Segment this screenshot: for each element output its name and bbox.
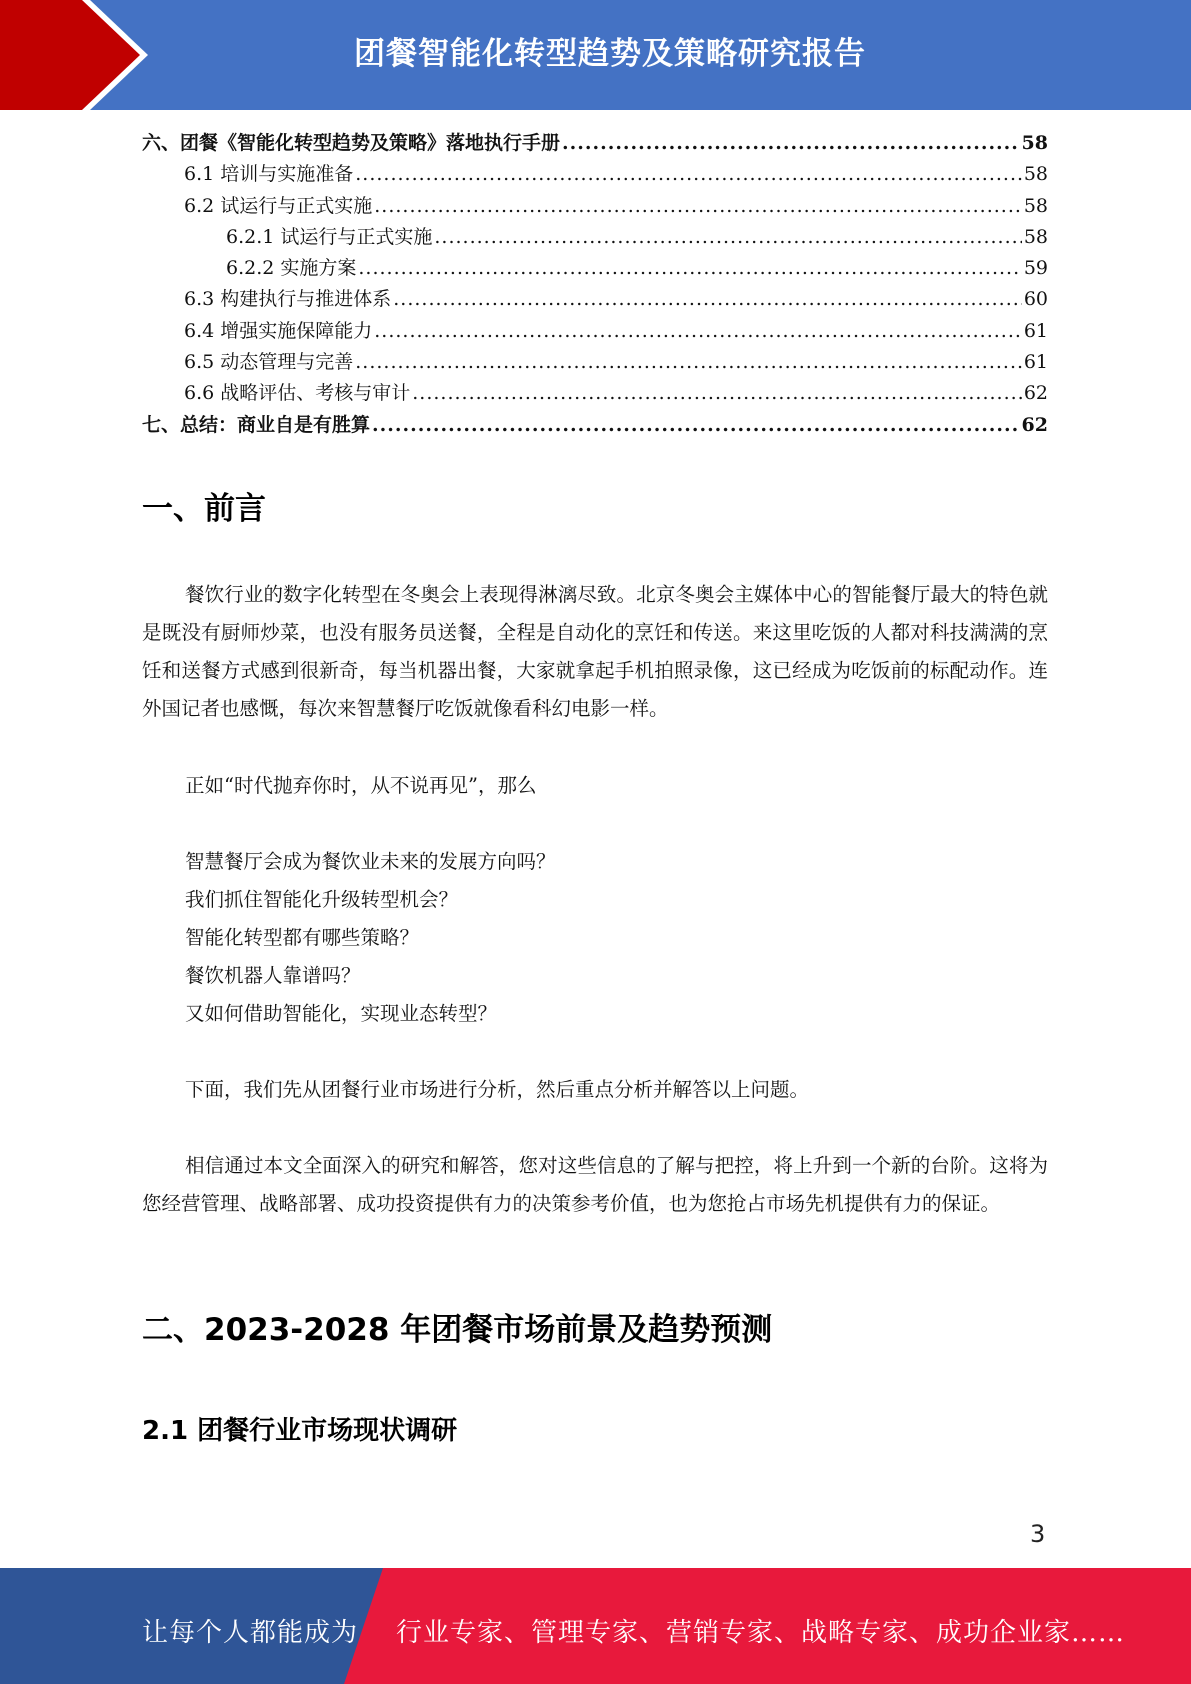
toc-dot-leader bbox=[355, 351, 1022, 373]
toc-dot-leader bbox=[434, 226, 1021, 248]
toc-dot-leader bbox=[374, 195, 1022, 217]
toc-entry-page: 60 bbox=[1023, 288, 1048, 311]
toc-entry-title: 6.6 战略评估、考核与审计 bbox=[184, 382, 411, 405]
question-item: 智慧餐厅会成为餐饮业未来的发展方向吗？ bbox=[185, 850, 556, 873]
toc-entry-page: 62 bbox=[1023, 382, 1048, 405]
subsection-heading-2-1: 2.1 团餐行业市场现状调研 bbox=[142, 1416, 458, 1446]
toc-entry[interactable] bbox=[142, 159, 1048, 190]
question-item: 智能化转型都有哪些策略？ bbox=[185, 926, 420, 949]
question-item: 我们抓住智能化升级转型机会？ bbox=[185, 888, 459, 911]
toc-entry[interactable] bbox=[142, 284, 1048, 315]
toc-entry[interactable] bbox=[142, 316, 1048, 347]
toc-entry-page: 58 bbox=[1023, 225, 1048, 248]
footer-slogan-right: 行业专家、管理专家、营销专家、战略专家、成功企业家…… bbox=[396, 1618, 1126, 1648]
toc-dot-leader bbox=[358, 257, 1021, 279]
page-footer bbox=[0, 1568, 1191, 1684]
toc-dot-leader bbox=[393, 288, 1022, 310]
toc-entry[interactable] bbox=[142, 253, 1048, 284]
toc-entry[interactable] bbox=[142, 128, 1048, 159]
toc-entry[interactable] bbox=[142, 222, 1048, 253]
section-heading-preface: 一、前言 bbox=[142, 491, 266, 527]
preface-paragraph-3: 相信通过本文全面深入的研究和解答，您对这些信息的了解与把控，将上升到一个新的台阶。这将为您经营管理、战略部署、成功投资提供有力的决策参考价值，也为您抢占市场先机提供有力的保证。 bbox=[142, 1154, 1048, 1215]
preface-paragraph-2: 下面，我们先从团餐行业市场进行分析，然后重点分析并解答以上问题。 bbox=[185, 1078, 810, 1101]
toc-entry-title: 6.2.1 试运行与正式实施 bbox=[226, 225, 433, 248]
toc-entry-title: 6.3 构建执行与推进体系 bbox=[184, 288, 392, 311]
question-item: 餐饮机器人靠谱吗？ bbox=[185, 964, 361, 987]
toc-entry-title: 6.2.2 实施方案 bbox=[226, 257, 357, 280]
toc-dot-leader bbox=[374, 320, 1022, 342]
toc-entry-title: 6.1 培训与实施准备 bbox=[184, 163, 354, 186]
toc-entry-title: 6.4 增强实施保障能力 bbox=[184, 319, 373, 342]
toc-dot-leader bbox=[562, 132, 1020, 154]
toc-entry[interactable] bbox=[142, 191, 1048, 222]
toc-entry-title: 6.2 试运行与正式实施 bbox=[184, 194, 373, 217]
toc-entry[interactable] bbox=[142, 410, 1048, 441]
toc-dot-leader bbox=[355, 163, 1022, 185]
toc-entry[interactable] bbox=[142, 347, 1048, 378]
toc-entry-page: 58 bbox=[1021, 132, 1048, 154]
preface-quote: 正如“时代抛弃你时，从不说再见”，那么 bbox=[185, 774, 537, 797]
page-header bbox=[0, 0, 1191, 110]
toc-dot-leader bbox=[412, 382, 1022, 404]
toc-entry-page: 58 bbox=[1023, 163, 1048, 186]
footer-slogan-left: 让每个人都能成为 bbox=[142, 1618, 359, 1648]
toc-entry-title: 七、总结：商业自是有胜算 bbox=[142, 413, 371, 436]
question-item: 又如何借助智能化，实现业态转型？ bbox=[185, 1002, 498, 1025]
toc-entry-page: 61 bbox=[1023, 319, 1048, 342]
toc-entry-page: 62 bbox=[1021, 413, 1048, 436]
toc-entry-title: 6.5 动态管理与完善 bbox=[184, 351, 354, 374]
section-heading-market: 二、2023-2028 年团餐市场前景及趋势预测 bbox=[142, 1312, 773, 1348]
preface-paragraph-1: 餐饮行业的数字化转型在冬奥会上表现得淋漓尽致。北京冬奥会主媒体中心的智能餐厅最大的特色就是既没有厨师炒菜，也没有服务员送餐，全程是自动化的烹饪和传送。来这里吃饭的人都对科技满满的烹饪和送餐方式感到很新奇，每当机器出餐，大家就拿起手机拍照录像，这已经成为吃饭前的标配动作。连外国记者也感慨，每次来智慧餐厅吃饭就像看科幻电影一样。 bbox=[142, 583, 1048, 720]
toc-entry-page: 61 bbox=[1023, 351, 1048, 374]
header-title: 团餐智能化转型趋势及策略研究报告 bbox=[354, 36, 866, 72]
toc-entry-page: 59 bbox=[1023, 257, 1048, 280]
toc-entry[interactable] bbox=[142, 378, 1048, 409]
toc-dot-leader bbox=[372, 414, 1020, 436]
table-of-contents bbox=[142, 128, 1048, 441]
page-number: 3 bbox=[1030, 1520, 1046, 1548]
toc-entry-page: 58 bbox=[1023, 194, 1048, 217]
toc-entry-title: 六、团餐《智能化转型趋势及策略》落地执行手册 bbox=[142, 132, 561, 154]
